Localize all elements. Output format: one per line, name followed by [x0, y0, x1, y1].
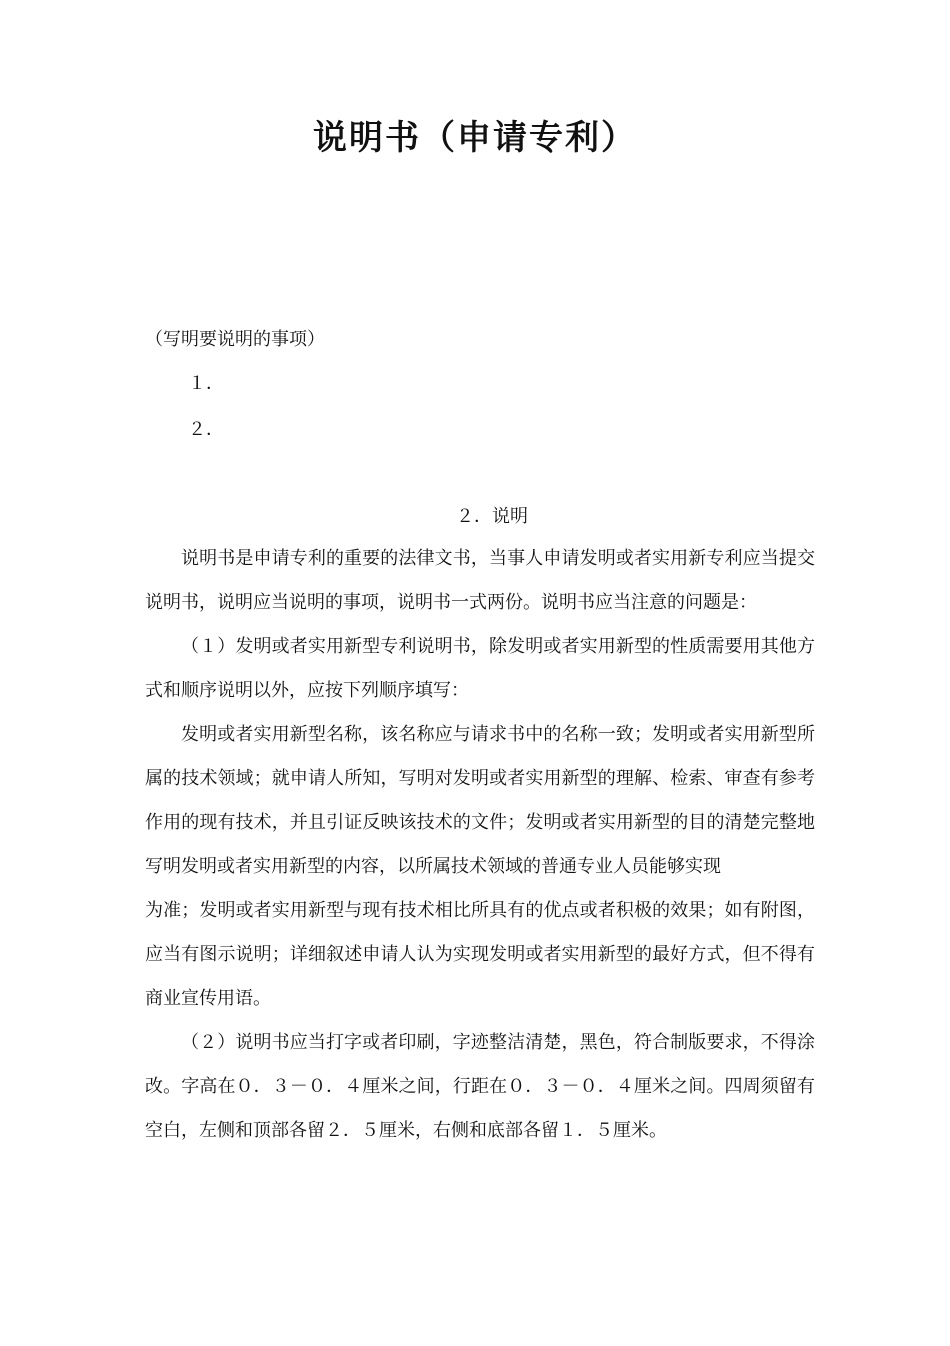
paragraph-intro: 说明书是申请专利的重要的法律文书，当事人申请发明或者实用新专利应当提交说明书，说明应当说明的事项，说明书一式两份。说明书应当注意的问题是：	[145, 548, 815, 613]
list-item-1: １．	[188, 373, 224, 394]
paragraph-rule-2: （２）说明书应当打字或者印刷，字迹整洁清楚，黑色，符合制版要求，不得涂改。字高在０．３－０．４厘米之间，行距在０．３－０．４厘米之间。四周须留有空白，左侧和顶部各留２．５厘米，右侧和底部各留１．５厘米。	[145, 1032, 815, 1141]
paragraph-order: 发明或者实用新型名称，该名称应与请求书中的名称一致；发明或者实用新型所属的技术领域；就申请人所知，写明对发明或者实用新型的理解、检索、审查有参考作用的现有技术，并且引证反映该技术的文件；发明或者实用新型的目的清楚完整地写明发明或者实用新型的内容，以所属技术领域的普通专业人员能够实现	[145, 724, 815, 877]
body-text	[145, 537, 815, 1153]
list-item-2: ２．	[188, 419, 224, 440]
document-title: 说明书（申请专利）	[313, 118, 637, 158]
paragraph-order-continued: 为准；发明或者实用新型与现有技术相比所具有的优点或者积极的效果；如有附图，应当有图示说明；详细叙述申请人认为实现发明或者实用新型的最好方式，但不得有商业宣传用语。	[145, 900, 815, 1009]
section-heading: ２．说明	[456, 506, 528, 527]
instruction-note: （写明要说明的事项）	[145, 329, 325, 350]
paragraph-rule-1: （１）发明或者实用新型专利说明书，除发明或者实用新型的性质需要用其他方式和顺序说明以外，应按下列顺序填写：	[145, 636, 815, 701]
